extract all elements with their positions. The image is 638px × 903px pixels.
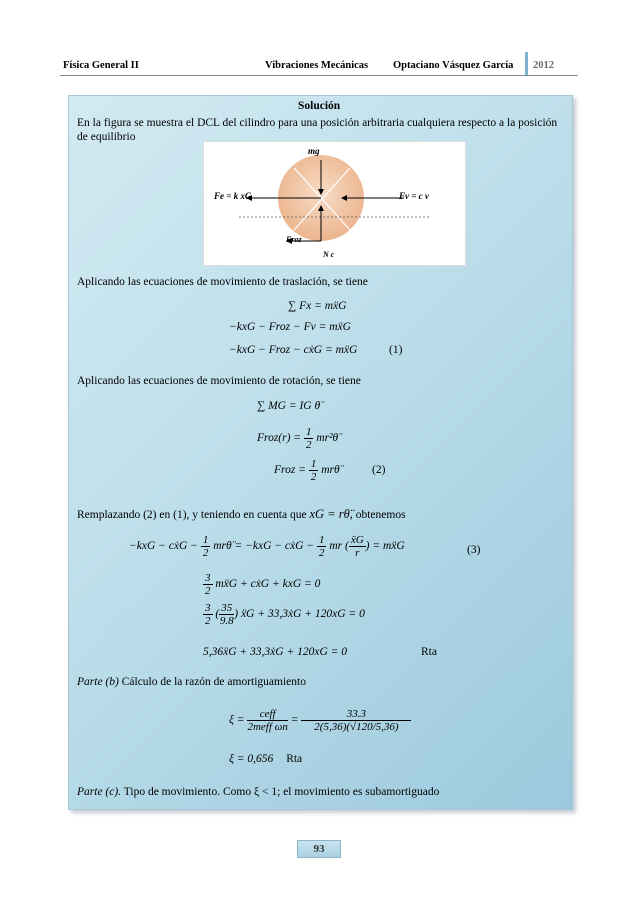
eq-r1: ∑ MG = IG θ̈ — [257, 400, 321, 412]
solution-title: Solución — [298, 100, 341, 112]
xi-result: ξ = 0,656 Rta — [229, 753, 303, 765]
eq-5: $\frac{3}{2}$ ( $\frac{35}{9.8}$ ) ẍG + 33,3ẋG + 120xG = 0 — [205, 602, 365, 627]
label-froz: Froz — [286, 235, 302, 244]
author-name: Optaciano Vásquez García — [393, 60, 514, 71]
course-title: Física General II — [63, 60, 139, 71]
solution-panel — [68, 95, 573, 810]
eq-t3: −kxG − Froz − cẋG = mẍG — [229, 344, 358, 356]
eq-t1: ∑ Fx = mẍG — [288, 300, 347, 312]
year: 2012 — [533, 60, 554, 71]
label-nc: N c — [323, 250, 335, 259]
eq-label-2: (2) — [372, 464, 386, 476]
rta-1: Rta — [421, 646, 437, 658]
replace-text: Remplazando (2) en (1), y teniendo en cuenta que xG = rθ̈, obtenemos — [77, 507, 406, 521]
eq-6: 5,36ẍG + 33,3ẋG + 120xG = 0 — [203, 646, 348, 658]
xi-equation: ξ = $\frac{\text{ceff}}{\text{2meff ωn}}$ = $\frac{33.3}{2(5,36)(√120/5,36)}$ — [229, 708, 411, 733]
fbd-svg — [204, 142, 467, 267]
label-fe: Fe = k xG — [214, 191, 252, 201]
page-header — [60, 50, 578, 76]
intro-text: En la figura se muestra el DCL del cilindro para una posición arbitraria cualquiera respecto a la posición de equilibrio — [77, 117, 558, 143]
chapter-title: Vibraciones Mecánicas — [265, 60, 369, 71]
free-body-diagram — [203, 141, 466, 266]
eq-t2: −kxG − Froz − Fv = mẍG — [229, 321, 351, 333]
part-b: Parte (b) Cálculo de la razón de amortiguamiento — [77, 676, 306, 688]
part-c: Parte (c). Tipo de movimiento. Como ξ < 1; el movimiento es subamortiguado — [77, 786, 440, 798]
translation-text: Aplicando las ecuaciones de movimiento de traslación, se tiene — [77, 276, 368, 288]
eq-r3: Froz = $\frac{1}{2}$ mrθ̈ — [274, 458, 340, 483]
label-fv: Fv = c v — [399, 191, 429, 201]
eq-label-3: (3) — [467, 544, 481, 556]
eq-r2: Froz(r) = $\frac{1}{2}$ mr²θ̈ — [257, 426, 339, 451]
eq-label-1: (1) — [389, 344, 403, 356]
header-divider — [525, 52, 528, 76]
page-number: 93 — [297, 840, 341, 858]
eq-4: $\frac{3}{2}$ mẍG + cẋG + kxG = 0 — [205, 572, 321, 597]
rotation-text: Aplicando las ecuaciones de movimiento de rotación, se tiene — [77, 375, 361, 387]
eq-3: −kxG − cẋG − $\frac{1}{2}$ mrθ̈ = −kxG − cẋG − $\frac{1}{2}$ mr ( $\frac{\text{ẍG}}{r}$ ) = mẍG — [129, 534, 405, 559]
header-rule — [60, 75, 578, 76]
label-mg: mg — [308, 146, 320, 156]
